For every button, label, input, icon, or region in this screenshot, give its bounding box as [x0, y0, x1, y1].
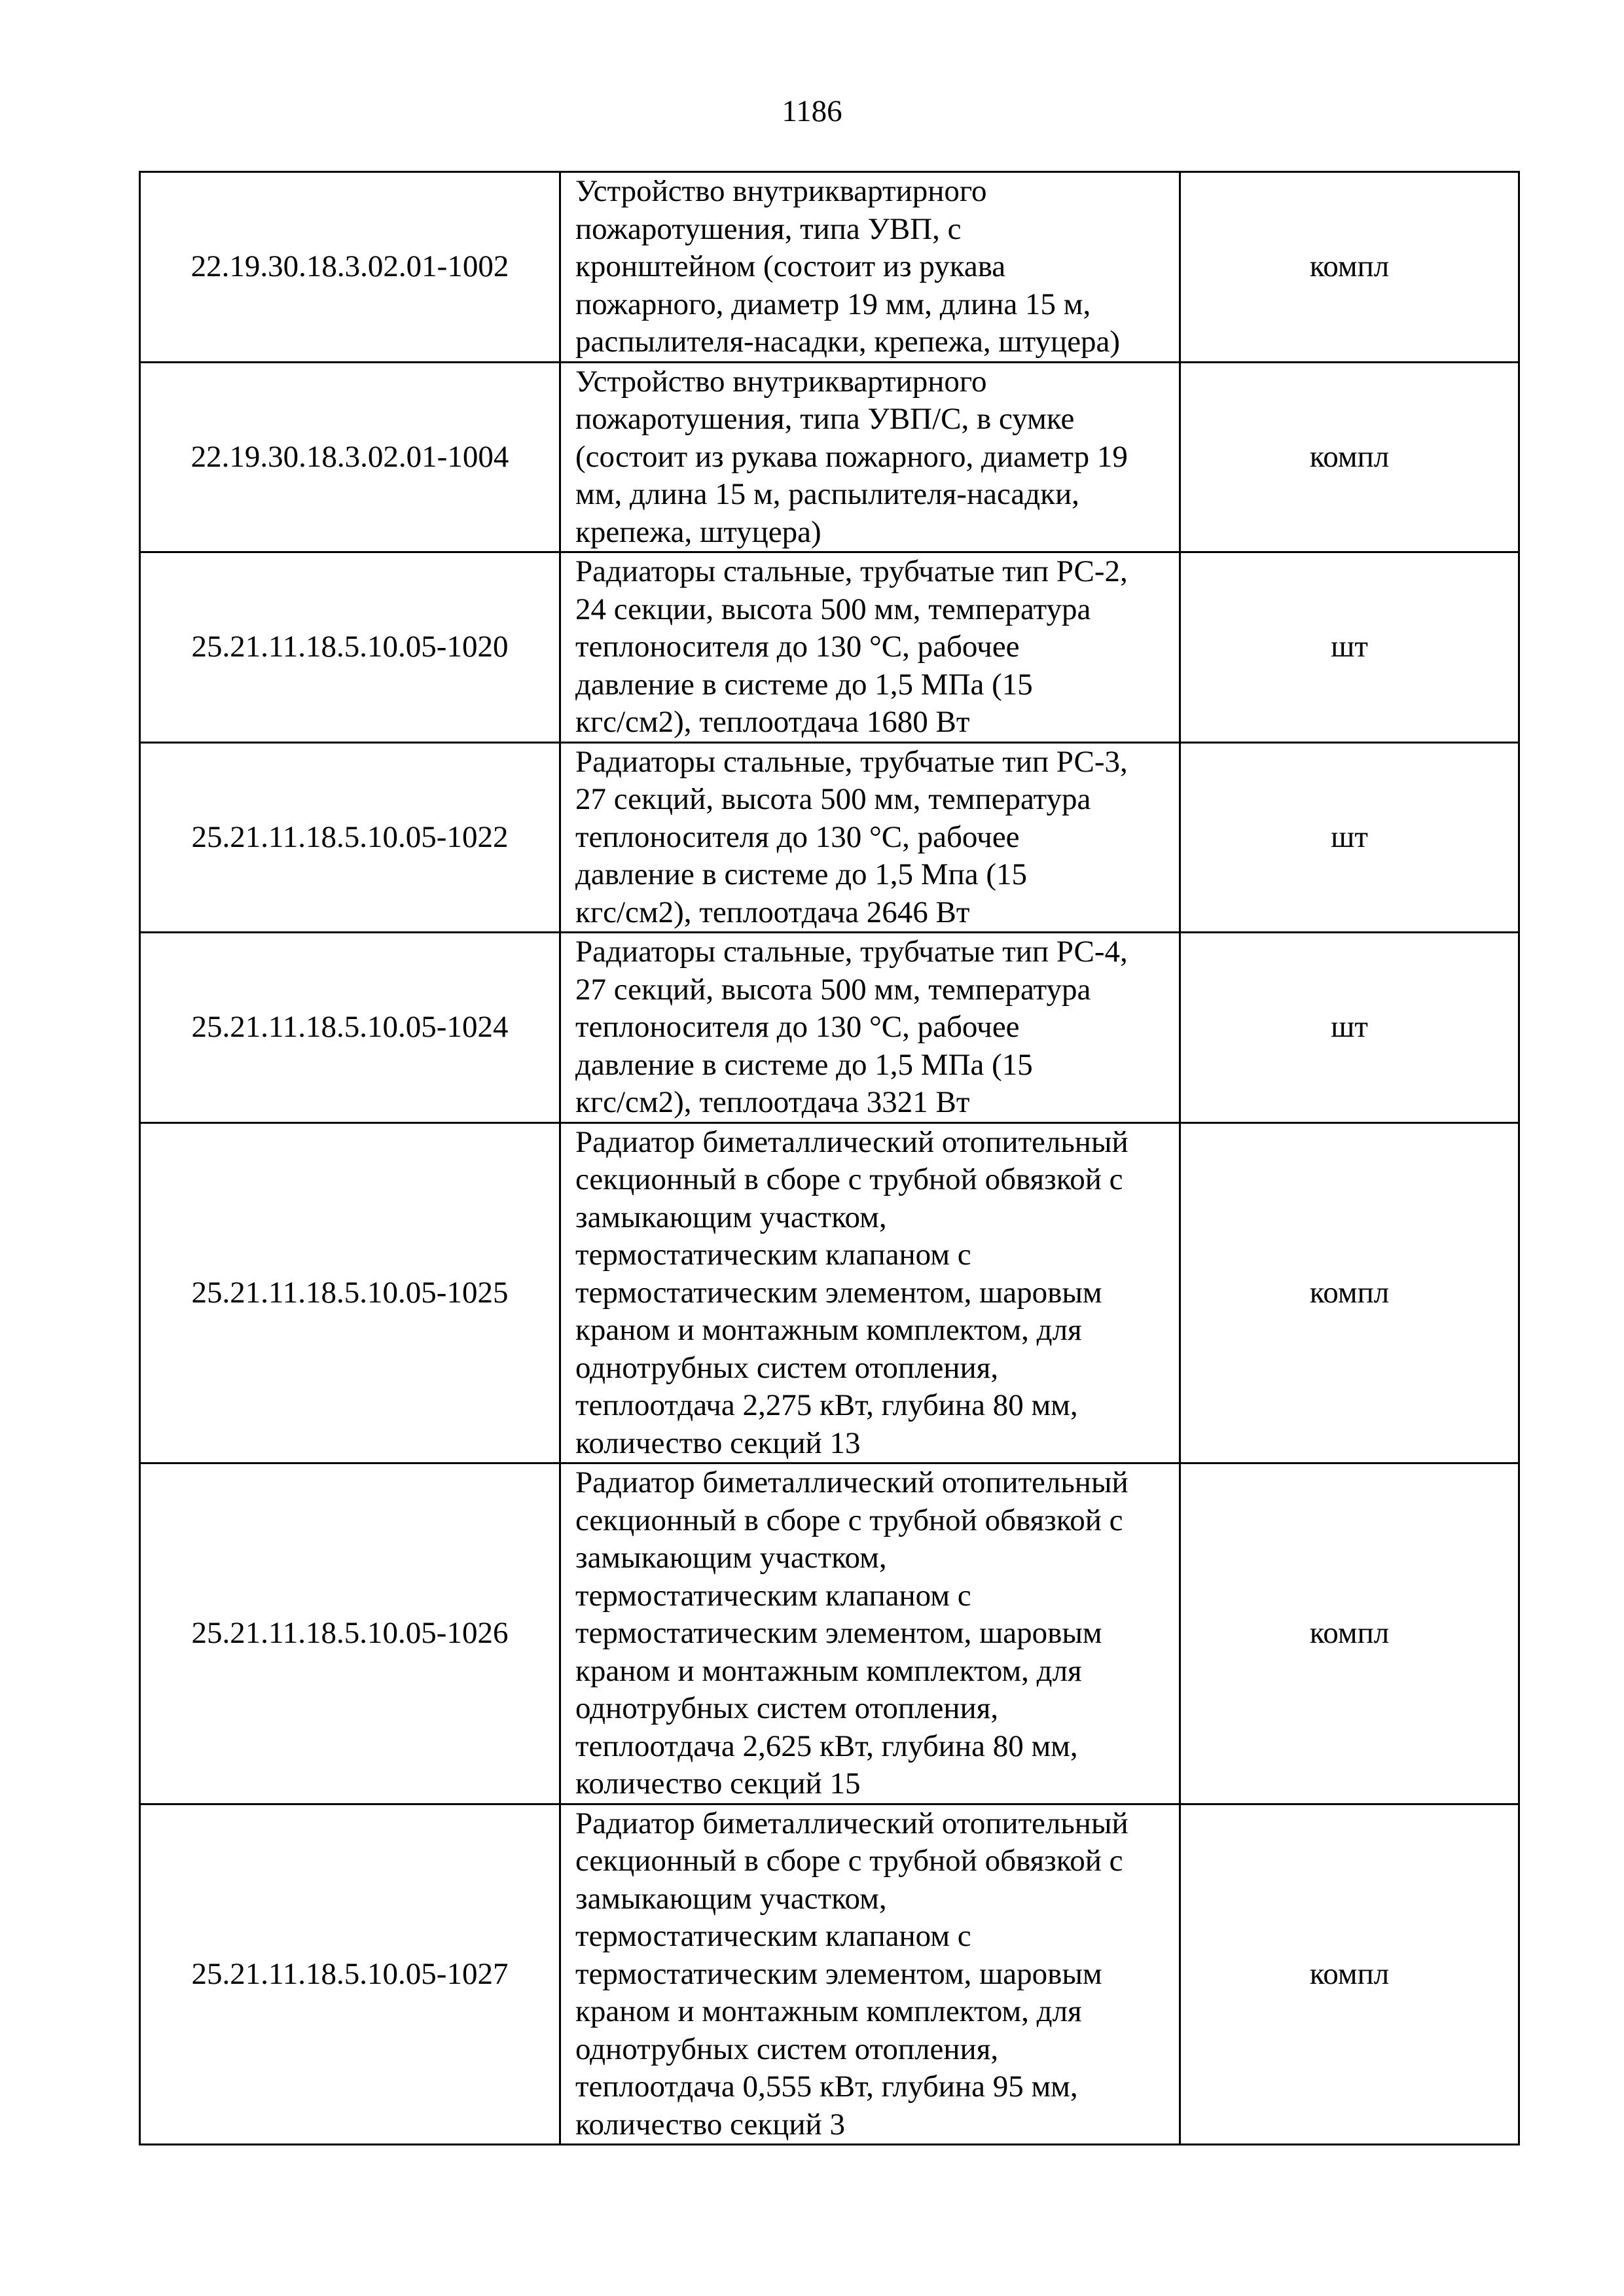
description-line: кронштейном (состоит из рукава: [575, 249, 1006, 283]
description-line: однотрубных систем отопления,: [575, 1691, 999, 1725]
description-line: количество секций 13: [575, 1426, 861, 1460]
description-line: количество секций 15: [575, 1767, 861, 1801]
table-row: [140, 1122, 1519, 1463]
resource-code-cell: 25.21.11.18.5.10.05-1022: [140, 742, 560, 933]
description-line: замыкающим участком,: [575, 1200, 887, 1234]
unit-cell: шт: [1180, 552, 1519, 743]
description-line: однотрубных систем отопления,: [575, 2032, 999, 2066]
resource-code-cell: 25.21.11.18.5.10.05-1027: [140, 1804, 560, 2145]
resource-code-cell: 25.21.11.18.5.10.05-1025: [140, 1122, 560, 1463]
description-line: краном и монтажным комплектом, для: [575, 1313, 1082, 1347]
page-number: 1186: [782, 94, 842, 128]
table-row: [140, 933, 1519, 1123]
unit-cell: компл: [1180, 172, 1519, 363]
description-line: краном и монтажным комплектом, для: [575, 1994, 1082, 2028]
description-line: теплоносителя до 130 °С, рабочее: [575, 1010, 1020, 1044]
description-line: термостатическим клапаном с: [575, 1578, 971, 1613]
description-line: крепежа, штуцера): [575, 514, 821, 549]
resource-code-cell: 25.21.11.18.5.10.05-1020: [140, 552, 560, 743]
description-line: однотрубных систем отопления,: [575, 1350, 999, 1385]
description-line: 27 секций, высота 500 мм, температура: [575, 782, 1091, 816]
description-line: давление в системе до 1,5 МПа (15: [575, 667, 1033, 702]
description-line: теплоотдача 2,625 кВт, глубина 80 мм,: [575, 1729, 1078, 1763]
description-line: замыкающим участком,: [575, 1881, 887, 1916]
description-line: пожарного, диаметр 19 мм, длина 15 м,: [575, 287, 1091, 321]
table-row: [140, 1463, 1519, 1804]
resource-code-cell: 22.19.30.18.3.02.01-1004: [140, 362, 560, 552]
description-line: мм, длина 15 м, распылителя-насадки,: [575, 477, 1079, 511]
description-line: замыкающим участком,: [575, 1541, 887, 1575]
description-line: Радиаторы стальные, трубчатые тип РС-3,: [575, 744, 1128, 779]
description-line: секционный в сборе с трубной обвязкой с: [575, 1844, 1123, 1878]
table-row: [140, 552, 1519, 743]
resource-description-cell: [560, 1122, 1180, 1463]
table-row: [140, 1804, 1519, 2145]
description-line: Радиатор биметаллический отопительный: [575, 1124, 1128, 1159]
description-line: 24 секции, высота 500 мм, температура: [575, 592, 1091, 626]
description-line: теплоотдача 0,555 кВт, глубина 95 мм,: [575, 2070, 1078, 2104]
unit-cell: компл: [1180, 362, 1519, 552]
description-line: краном и монтажным комплектом, для: [575, 1653, 1082, 1688]
description-line: секционный в сборе с трубной обвязкой с: [575, 1162, 1123, 1196]
description-line: пожаротушения, типа УВП, с: [575, 211, 962, 246]
description-line: 27 секций, высота 500 мм, температура: [575, 972, 1091, 1007]
unit-cell: шт: [1180, 933, 1519, 1123]
resource-table: [139, 171, 1520, 2145]
description-line: кгс/см2), теплоотдача 2646 Вт: [575, 895, 970, 929]
unit-cell: компл: [1180, 1122, 1519, 1463]
description-line: Радиатор биметаллический отопительный: [575, 1806, 1128, 1840]
description-line: кгс/см2), теплоотдача 1680 Вт: [575, 705, 970, 739]
resource-description-cell: [560, 1463, 1180, 1804]
resource-code-cell: 25.21.11.18.5.10.05-1024: [140, 933, 560, 1123]
description-line: термостатическим элементом, шаровым: [575, 1956, 1102, 1991]
resource-code-cell: 25.21.11.18.5.10.05-1026: [140, 1463, 560, 1804]
description-line: теплоносителя до 130 °С, рабочее: [575, 630, 1020, 664]
description-line: Устройство внутриквартирного: [575, 174, 987, 208]
resource-description-cell: [560, 362, 1180, 552]
table-row: [140, 742, 1519, 933]
description-line: Радиатор биметаллический отопительный: [575, 1465, 1128, 1499]
resource-code-cell: 22.19.30.18.3.02.01-1002: [140, 172, 560, 363]
description-line: давление в системе до 1,5 МПа (15: [575, 1047, 1033, 1082]
description-line: распылителя-насадки, крепежа, штуцера): [575, 325, 1121, 359]
description-line: теплоносителя до 130 °С, рабочее: [575, 819, 1020, 854]
unit-cell: компл: [1180, 1804, 1519, 2145]
unit-cell: шт: [1180, 742, 1519, 933]
description-line: термостатическим элементом, шаровым: [575, 1275, 1102, 1310]
description-line: количество секций 3: [575, 2107, 845, 2142]
description-line: Устройство внутриквартирного: [575, 364, 987, 399]
description-line: теплоотдача 2,275 кВт, глубина 80 мм,: [575, 1388, 1078, 1422]
description-line: пожаротушения, типа УВП/С, в сумке: [575, 402, 1075, 436]
resource-description-cell: [560, 172, 1180, 363]
table-row: [140, 362, 1519, 552]
table-row: [140, 172, 1519, 363]
table-body: [140, 172, 1519, 2145]
description-line: термостатическим клапаном с: [575, 1919, 971, 1953]
description-line: термостатическим элементом, шаровым: [575, 1616, 1102, 1650]
resource-description-cell: [560, 742, 1180, 933]
description-line: термостатическим клапаном с: [575, 1238, 971, 1272]
description-line: Радиаторы стальные, трубчатые тип РС-2,: [575, 554, 1128, 588]
resource-description-cell: [560, 552, 1180, 743]
description-line: давление в системе до 1,5 Мпа (15: [575, 857, 1028, 891]
description-line: секционный в сборе с трубной обвязкой с: [575, 1503, 1123, 1537]
resource-description-cell: [560, 1804, 1180, 2145]
description-line: кгс/см2), теплоотдача 3321 Вт: [575, 1085, 970, 1119]
description-line: (состоит из рукава пожарного, диаметр 19: [575, 439, 1128, 474]
resource-description-cell: [560, 933, 1180, 1123]
unit-cell: компл: [1180, 1463, 1519, 1804]
description-line: Радиаторы стальные, трубчатые тип РС-4,: [575, 935, 1128, 969]
